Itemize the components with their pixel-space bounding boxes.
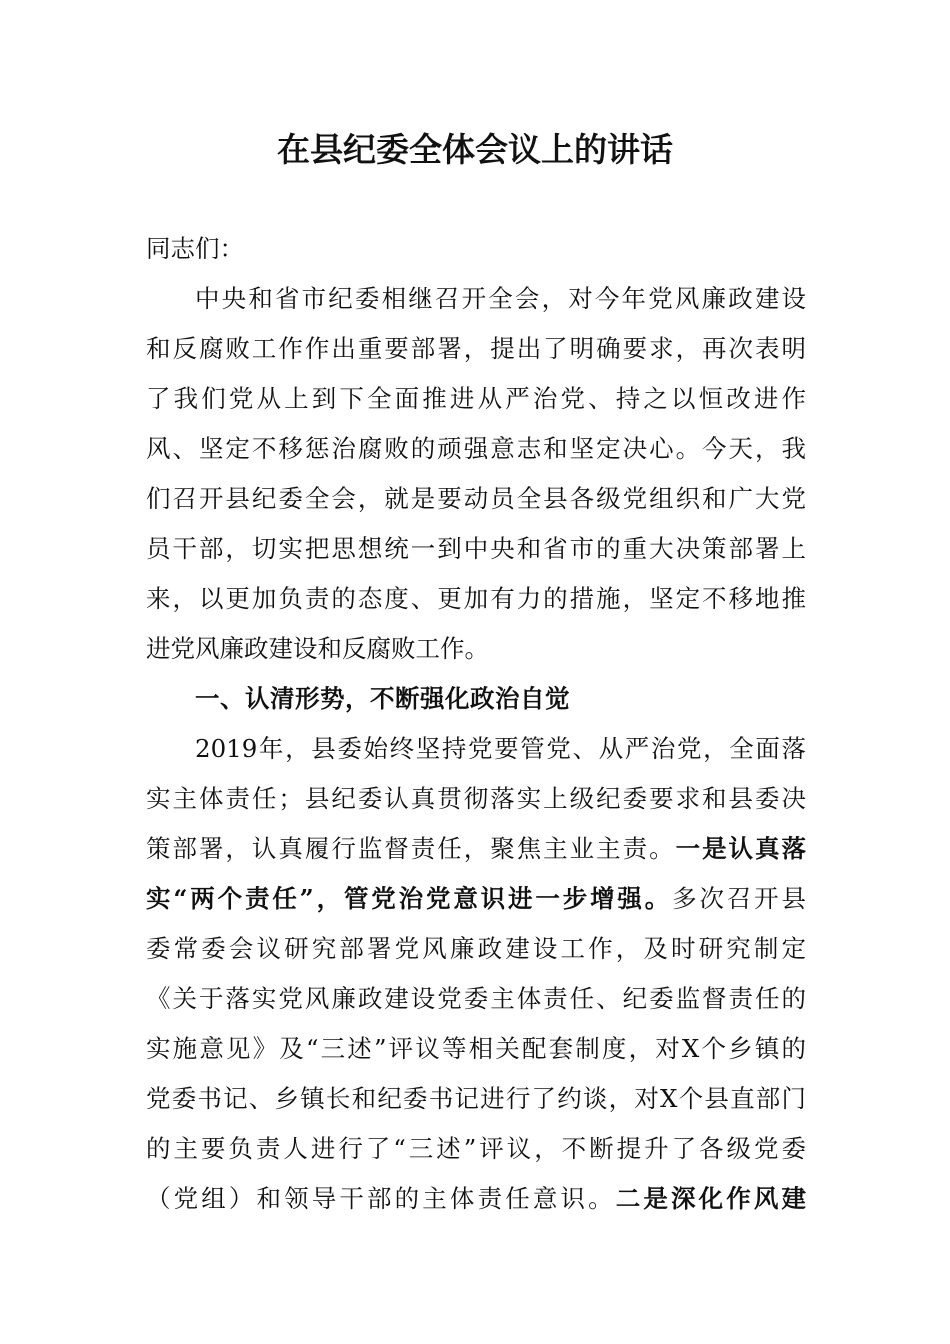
paragraph-line xyxy=(146,1174,806,1224)
paragraph-line: 和反腐败工作作出重要部署，提出了明确要求，再次表明 xyxy=(146,334,806,363)
document-title: 在县纪委全体会议上的讲话 xyxy=(277,130,673,169)
paragraph-line: 的主要负责人进行了“三述”评议，不断提升了各级党委 xyxy=(146,1134,806,1163)
text-run: （党组）和领导干部的主体责任意识。 xyxy=(146,1184,616,1213)
paragraph-line: 风、坚定不移惩治腐败的顽强意志和坚定决心。今天，我 xyxy=(146,434,806,463)
paragraph-line xyxy=(146,874,806,924)
paragraph-line: 中央和省市纪委相继召开全会，对今年党风廉政建设 xyxy=(195,284,806,313)
paragraph-line: 实施意见》及“三述”评议等相关配套制度，对X个乡镇的 xyxy=(146,1034,806,1063)
paragraph-line xyxy=(146,824,806,874)
text-run: 多次召开县 xyxy=(672,884,807,913)
paragraph-line: 《关于落实党风廉政建设党委主体责任、纪委监督责任的 xyxy=(146,984,806,1013)
paragraph-2 xyxy=(146,724,806,1224)
paragraph-line: 实主体责任；县纪委认真贯彻落实上级纪委要求和县委决 xyxy=(146,784,806,813)
text-run: 策部署，认真履行监督责任，聚焦主业主责。 xyxy=(146,834,676,863)
document-body xyxy=(146,224,806,1224)
emphasis-run: 实“两个责任”，管党治党意识进一步增强。 xyxy=(146,884,673,913)
paragraph-line: 员干部，切实把思想统一到中央和省市的重大决策部署上 xyxy=(146,534,806,563)
emphasis-run: 二是深化作风建 xyxy=(615,1184,807,1213)
paragraph-line: 2019年，县委始终坚持党要管党、从严治党，全面落 xyxy=(195,734,806,763)
paragraph-line: 进党风廉政建设和反腐败工作。 xyxy=(146,634,489,663)
paragraph-line: 委常委会议研究部署党风廉政建设工作，及时研究制定 xyxy=(146,934,806,963)
section-heading: 一、认清形势，不断强化政治自觉 xyxy=(195,684,570,713)
paragraph-line: 来，以更加负责的态度、更加有力的措施，坚定不移地推 xyxy=(146,584,806,613)
salutation: 同志们： xyxy=(146,234,244,263)
paragraph-line: 们召开县纪委全会，就是要动员全县各级党组织和广大党 xyxy=(146,484,806,513)
emphasis-run: 一是认真落 xyxy=(675,834,807,863)
paragraph-1 xyxy=(146,274,806,674)
paragraph-line: 了我们党从上到下全面推进从严治党、持之以恒改进作 xyxy=(146,384,806,413)
paragraph-line: 党委书记、乡镇长和纪委书记进行了约谈，对X个县直部门 xyxy=(146,1084,806,1113)
